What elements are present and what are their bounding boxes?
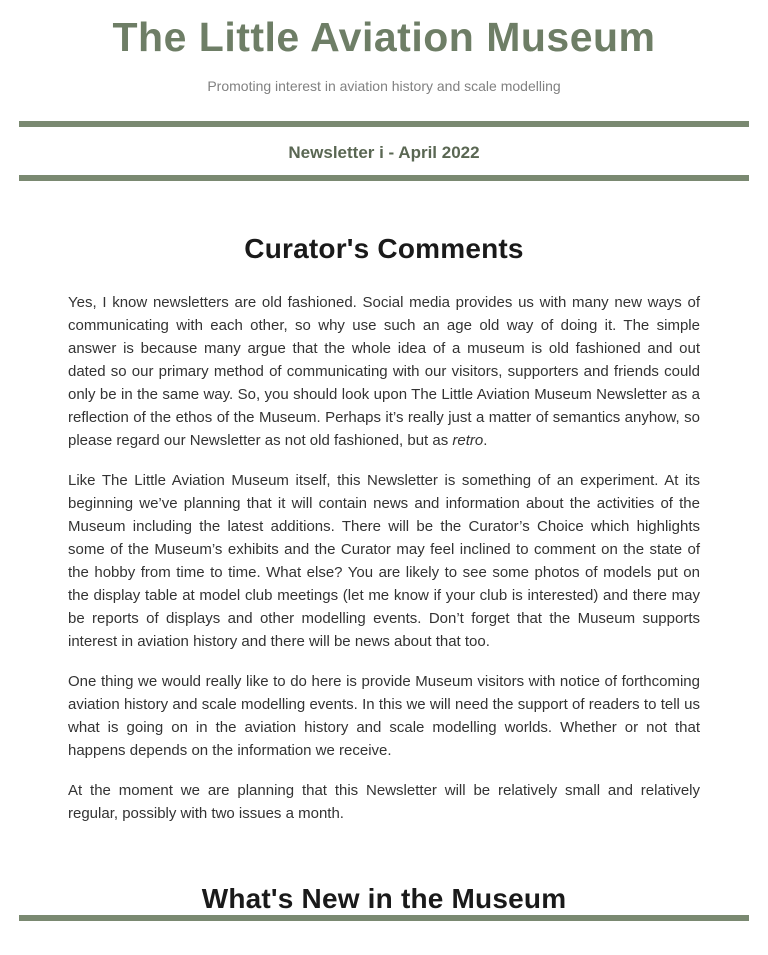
- paragraph-1-italic-word: retro: [452, 431, 484, 449]
- masthead: [19, 14, 749, 95]
- site-tagline: Promoting interest in aviation history and scale modelling: [207, 78, 561, 95]
- curators-comments-paragraph-2: Like The Little Aviation Museum itself, this Newsletter is something of an experiment. At its beginning we’ve planning that it will contain news and information about the activities of the Museum including the latest additions. There will be the Curator’s Choice which highlights some of the Museum’s exhibits and the Curator may feel inclined to comment on the state of the hobby from time to time. What else? You are likely to see some photos of models put on the display table at model club meetings (let me know if your club is interested) and there may be reports of displays and other modelling events. Don’t forget that the Museum supports interest in aviation history and there will be news about that too.: [68, 471, 700, 650]
- paragraph-1-text: Yes, I know newsletters are old fashioned. Social media provides us with many new ways of communicating with each other, so why use such an age old way of doing it. The simple answer is because many argue that the whole idea of a museum is old fashioned and out dated so our primary method of communicating with our visitors, supporters and friends could only be in the same way. So, you should look upon The Little Aviation Museum Newsletter as a reflection of the ethos of the Museum. Perhaps it’s really just a matter of semantics anyhow, so please regard our Newsletter as not old fashioned, but as: [68, 293, 700, 449]
- curators-comments-paragraph-4: At the moment we are planning that this Newsletter will be relatively small and relatively regular, possibly with two issues a month.: [68, 781, 700, 822]
- curators-comments-paragraph-1: [68, 291, 700, 452]
- newsletter-page: [0, 14, 768, 921]
- top-divider: [19, 121, 749, 127]
- curators-comments-paragraph-3: One thing we would really like to do here is provide Museum visitors with notice of forthcoming aviation history and scale modelling events. In this we will need the support of readers to tell us what is going on in the aviation history and scale modelling worlds. Whether or not that happens depends on the information we receive.: [68, 672, 700, 759]
- newsletter-body: [19, 233, 749, 914]
- whats-new-heading: What's New in the Museum: [201, 882, 567, 914]
- site-title: The Little Aviation Museum: [112, 14, 656, 60]
- curators-comments-heading: Curator's Comments: [244, 233, 524, 265]
- issue-title: Newsletter i - April 2022: [288, 142, 480, 162]
- issue-divider: [19, 175, 749, 181]
- paragraph-1-period: .: [483, 431, 488, 449]
- whats-new-divider: [19, 915, 749, 921]
